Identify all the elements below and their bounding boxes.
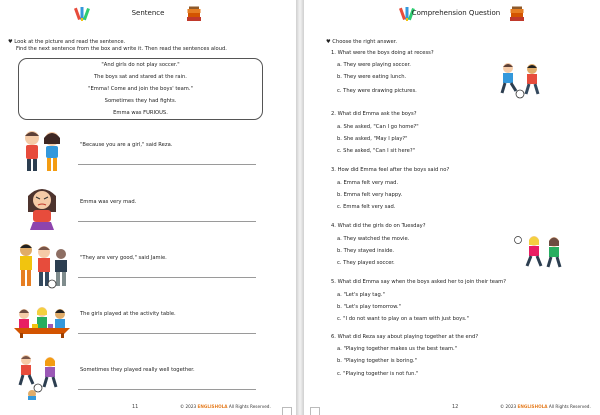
- box-sentence: "And girls do not play soccer.": [101, 62, 180, 68]
- instruction-line-2: Find the next sentence from the box and write it. Then read the sentences aloud.: [16, 46, 227, 52]
- item-sentence: "They are very good," said Jamie.: [80, 255, 167, 261]
- answer-option[interactable]: a. They were playing soccer.: [337, 62, 411, 68]
- books-icon: [186, 6, 202, 22]
- boy-and-girl-arguing-picture: [14, 128, 70, 174]
- answer-option[interactable]: b. She asked, "May I play?": [337, 136, 408, 142]
- instruction: ♥ Choose the right answer.: [326, 39, 398, 45]
- item-sentence: Sometimes they played really well together.: [80, 367, 195, 373]
- answer-option[interactable]: a. Emma felt very mad.: [337, 180, 399, 186]
- page-title: Comprehension Question: [411, 9, 501, 17]
- page-tab: [282, 407, 292, 415]
- copyright-notice: [500, 404, 591, 409]
- instruction-line-1: ♥ Look at the picture and read the sentence.: [8, 39, 126, 45]
- answer-option[interactable]: a. "Playing together makes us the best team.": [337, 346, 458, 352]
- answer-option[interactable]: c. "I do not want to play on a team with just boys.": [337, 316, 469, 322]
- answer-option[interactable]: b. They stayed inside.: [337, 248, 395, 254]
- answer-option[interactable]: b. They were eating lunch.: [337, 74, 407, 80]
- question: 6. What did Reza say about playing together at the end?: [331, 334, 479, 340]
- brand-name: ENGLISHOLA: [517, 404, 548, 409]
- boys-playing-soccer-picture: [498, 60, 546, 100]
- answer-option[interactable]: c. They played soccer.: [337, 260, 395, 266]
- kids-playing-soccer-picture: [14, 352, 70, 400]
- brand-name: ENGLISHOLA: [197, 404, 228, 409]
- books-icon: [509, 6, 525, 22]
- answer-option[interactable]: c. "Playing together is not fun.": [337, 371, 419, 377]
- answer-option[interactable]: b. "Let's play tomorrow.": [337, 304, 401, 310]
- box-sentence: Sometimes they had fights.: [104, 98, 177, 104]
- page-tab: [310, 407, 320, 415]
- copyright-notice: [180, 404, 271, 409]
- rights-text: All Rights Reserved.: [228, 404, 271, 409]
- answer-option[interactable]: c. She asked, "Can I sit here?": [337, 148, 416, 154]
- answer-line[interactable]: [78, 221, 256, 222]
- question: 4. What did the girls do on Tuesday?: [331, 223, 426, 229]
- question: 1. What were the boys doing at recess?: [331, 50, 434, 56]
- answer-option[interactable]: a. She asked, "Can I go home?": [337, 124, 419, 130]
- answer-line[interactable]: [78, 389, 256, 390]
- item-sentence: The girls played at the activity table.: [80, 311, 176, 317]
- right-header: [304, 4, 600, 24]
- answer-line[interactable]: [78, 164, 256, 165]
- girls-playing-soccer-picture: [514, 232, 564, 272]
- box-sentence: The boys sat and stared at the rain.: [94, 74, 187, 80]
- page-number: 11: [132, 404, 139, 410]
- answer-option[interactable]: b. Emma felt very happy.: [337, 192, 403, 198]
- page-title: Sentence: [131, 9, 165, 17]
- answer-option[interactable]: c. Emma felt very sad.: [337, 204, 396, 210]
- question: 3. How did Emma feel after the boys said no?: [331, 167, 450, 173]
- angry-girl-picture: [22, 186, 62, 232]
- sentence-box: [18, 58, 263, 120]
- answer-option[interactable]: a. "Let's play tag.": [337, 292, 385, 298]
- box-sentence: Emma was FURIOUS.: [113, 110, 168, 116]
- rights-text: All Rights Reserved.: [548, 404, 591, 409]
- page-gutter: [296, 0, 304, 415]
- boys-with-ball-picture: [12, 240, 72, 290]
- item-sentence: "Because you are a girl," said Reza.: [80, 142, 173, 148]
- left-header: [0, 4, 296, 24]
- question: 2. What did Emma ask the boys?: [331, 111, 417, 117]
- page-number: 12: [452, 404, 459, 410]
- box-sentence: "Emma! Come and join the boys' team.": [88, 86, 193, 92]
- left-page: [0, 0, 296, 415]
- question: 5. What did Emma say when the boys asked her to join their team?: [331, 279, 506, 285]
- answer-option[interactable]: c. They were drawing pictures.: [337, 88, 417, 94]
- answer-line[interactable]: [78, 333, 256, 334]
- answer-line[interactable]: [78, 277, 256, 278]
- answer-option[interactable]: a. They watched the movie.: [337, 236, 410, 242]
- answer-option[interactable]: b. "Playing together is boring.": [337, 358, 417, 364]
- copyright-year: © 2023: [180, 404, 197, 409]
- copyright-year: © 2023: [500, 404, 517, 409]
- item-sentence: Emma was very mad.: [80, 199, 137, 205]
- girls-at-table-picture: [10, 302, 74, 338]
